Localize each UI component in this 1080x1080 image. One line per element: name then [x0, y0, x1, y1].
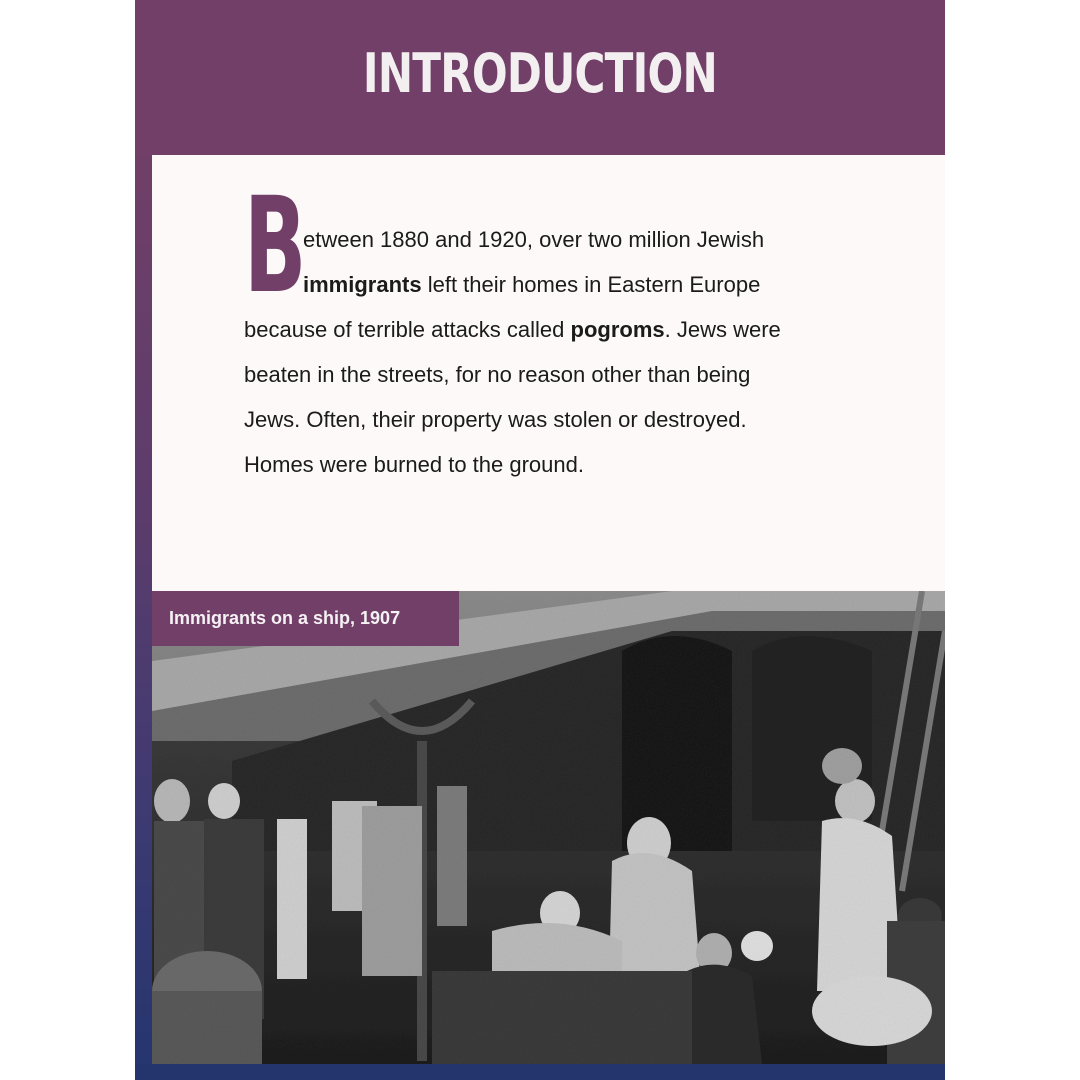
line-4-text: beaten in the streets, for no reason other than being	[244, 362, 751, 387]
page-header	[135, 0, 945, 155]
paragraph-line-1	[244, 217, 864, 262]
line-1-text: etween 1880 and 1920, over two million Jewish	[303, 227, 765, 252]
line-2-text: left their homes in Eastern Europe	[421, 272, 761, 297]
photo-caption: Immigrants on a ship, 1907	[152, 591, 459, 646]
keyword-pogroms: pogroms	[570, 317, 665, 342]
intro-paragraph	[244, 217, 864, 487]
paragraph-line-2	[244, 262, 864, 307]
paragraph-line-3	[244, 307, 864, 352]
line-3-text-b: . Jews were	[664, 317, 781, 342]
intro-text-panel	[152, 155, 945, 591]
book-page	[135, 0, 945, 1080]
ship-deck-photo-illustration	[152, 591, 945, 1064]
page-title: INTRODUCTION	[362, 42, 718, 105]
line-5-text: Jews. Often, their property was stolen or destroyed.	[244, 407, 747, 432]
paragraph-line-5	[244, 397, 864, 442]
paragraph-line-6	[244, 442, 864, 487]
line-3-text-a: because of terrible attacks called	[244, 317, 571, 342]
line-6-text: Homes were burned to the ground.	[244, 452, 584, 477]
historical-photo	[152, 591, 945, 1064]
drop-cap: B	[244, 169, 307, 323]
page-footer-band	[135, 1064, 945, 1080]
paragraph-line-4	[244, 352, 864, 397]
keyword-immigrants: immigrants	[303, 272, 422, 297]
